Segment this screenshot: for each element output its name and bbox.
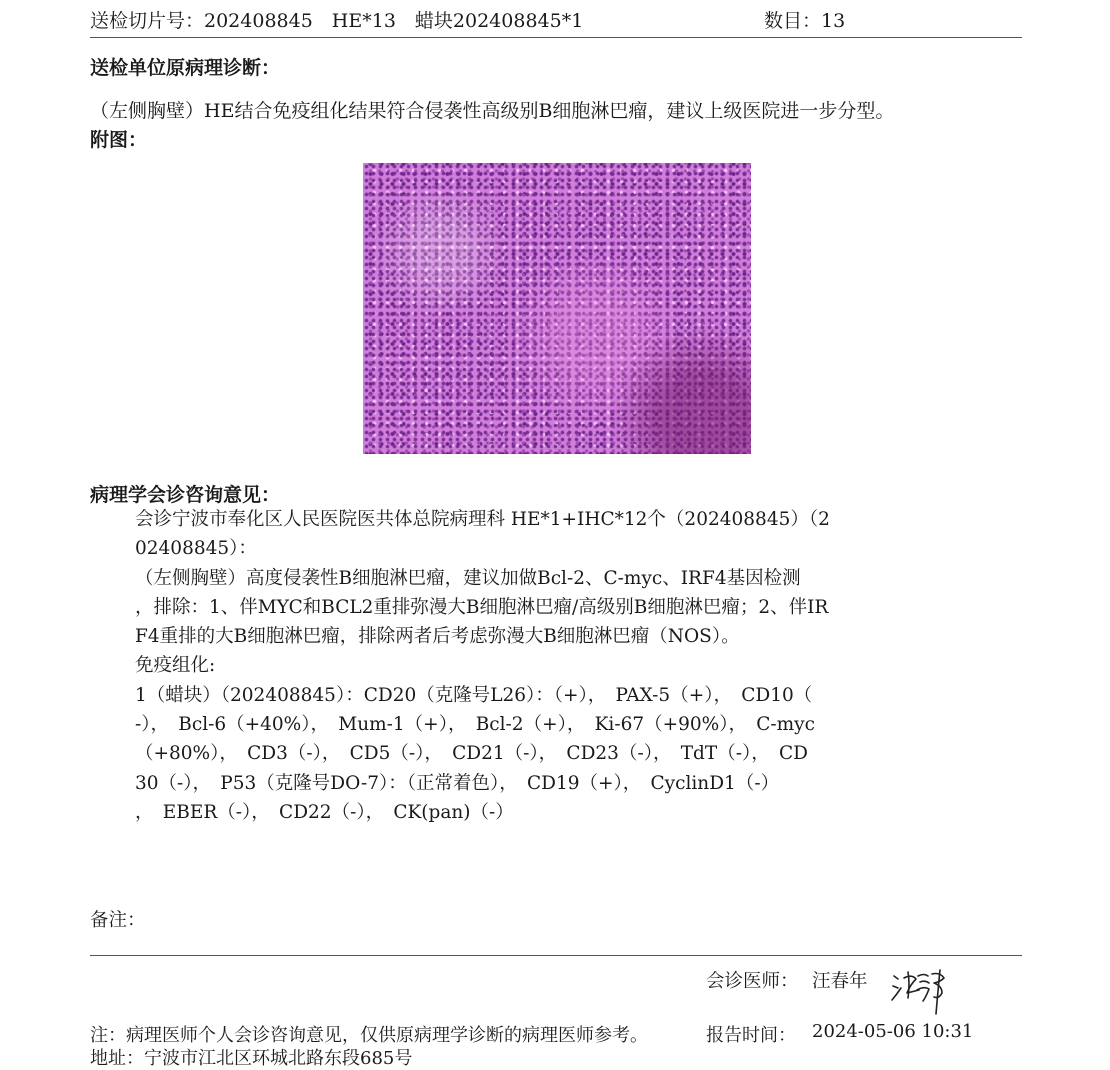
opinion-line: -）， Bcl-6（+40%）， Mum-1（+）， Bcl-2（+）， Ki-67（+90%）， C-myc (135, 714, 815, 736)
opinion-line: ， EBER（-）， CD22（-）， CK(pan)（-） (135, 801, 514, 823)
footer-note: 注：病理医师个人会诊咨询意见，仅供原病理学诊断的病理医师参考。 (90, 1025, 648, 1046)
histology-image (363, 163, 751, 454)
figure-title: 附图： (90, 129, 148, 151)
opinion-line: 02408845）： (135, 538, 257, 560)
doctor-label: 会诊医师： (706, 971, 799, 992)
consult-opinion-title: 病理学会诊咨询意见： (90, 484, 281, 506)
report-time-label: 报告时间： (706, 1025, 796, 1046)
opinion-line: ，排除：1、伴MYC和BCL2重排弥漫大B细胞淋巴瘤/高级别B细胞淋巴瘤；2、伴IR (135, 596, 829, 618)
opinion-line: 1（蜡块）（202408845）：CD20（克隆号L26）：（+）， PAX-5（+）， CD10（ (135, 684, 813, 706)
slice-number: 送检切片号：202408845 HE*13 蜡块202408845*1 (90, 10, 584, 32)
opinion-line: F4重排的大B细胞淋巴瘤，排除两者后考虑弥漫大B细胞淋巴瘤（NOS）。 (135, 626, 740, 648)
doctor-name: 汪春年 (812, 971, 868, 992)
original-diagnosis-title: 送检单位原病理诊断： (90, 57, 281, 79)
footer-address: 地址：宁波市江北区环城北路东段685号 (90, 1048, 413, 1069)
opinion-line: （左侧胸壁）高度侵袭性B细胞淋巴瘤，建议加做Bcl-2、C-myc、IRF4基因检测 (135, 567, 801, 589)
header-divider (90, 37, 1022, 38)
remarks-label: 备注： (90, 910, 146, 931)
opinion-line: 30（-）， P53（克隆号DO-7）：（正常着色）， CD19（+）， CyclinD1（-） (135, 772, 780, 794)
opinion-line: （+80%）， CD3（-）， CD5（-）， CD21（-）， CD23（-）， TdT（-）， CD (135, 743, 808, 765)
slide-count: 数目：13 (764, 10, 846, 32)
opinion-line: 会诊宁波市奉化区人民医院医共体总院病理科 HE*1+IHC*12个（202408845）（2 (135, 509, 830, 530)
opinion-line: 免疫组化: (135, 655, 216, 677)
handwritten-signature (890, 966, 952, 1016)
consult-opinion-body (135, 505, 830, 827)
report-time: 2024-05-06 10:31 (812, 1021, 974, 1042)
original-diagnosis-text: （左侧胸壁）HE结合免疫组化结果符合侵袭性高级别B细胞淋巴瘤，建议上级医院进一步分型。 (90, 100, 895, 122)
footer-divider (90, 955, 1022, 956)
